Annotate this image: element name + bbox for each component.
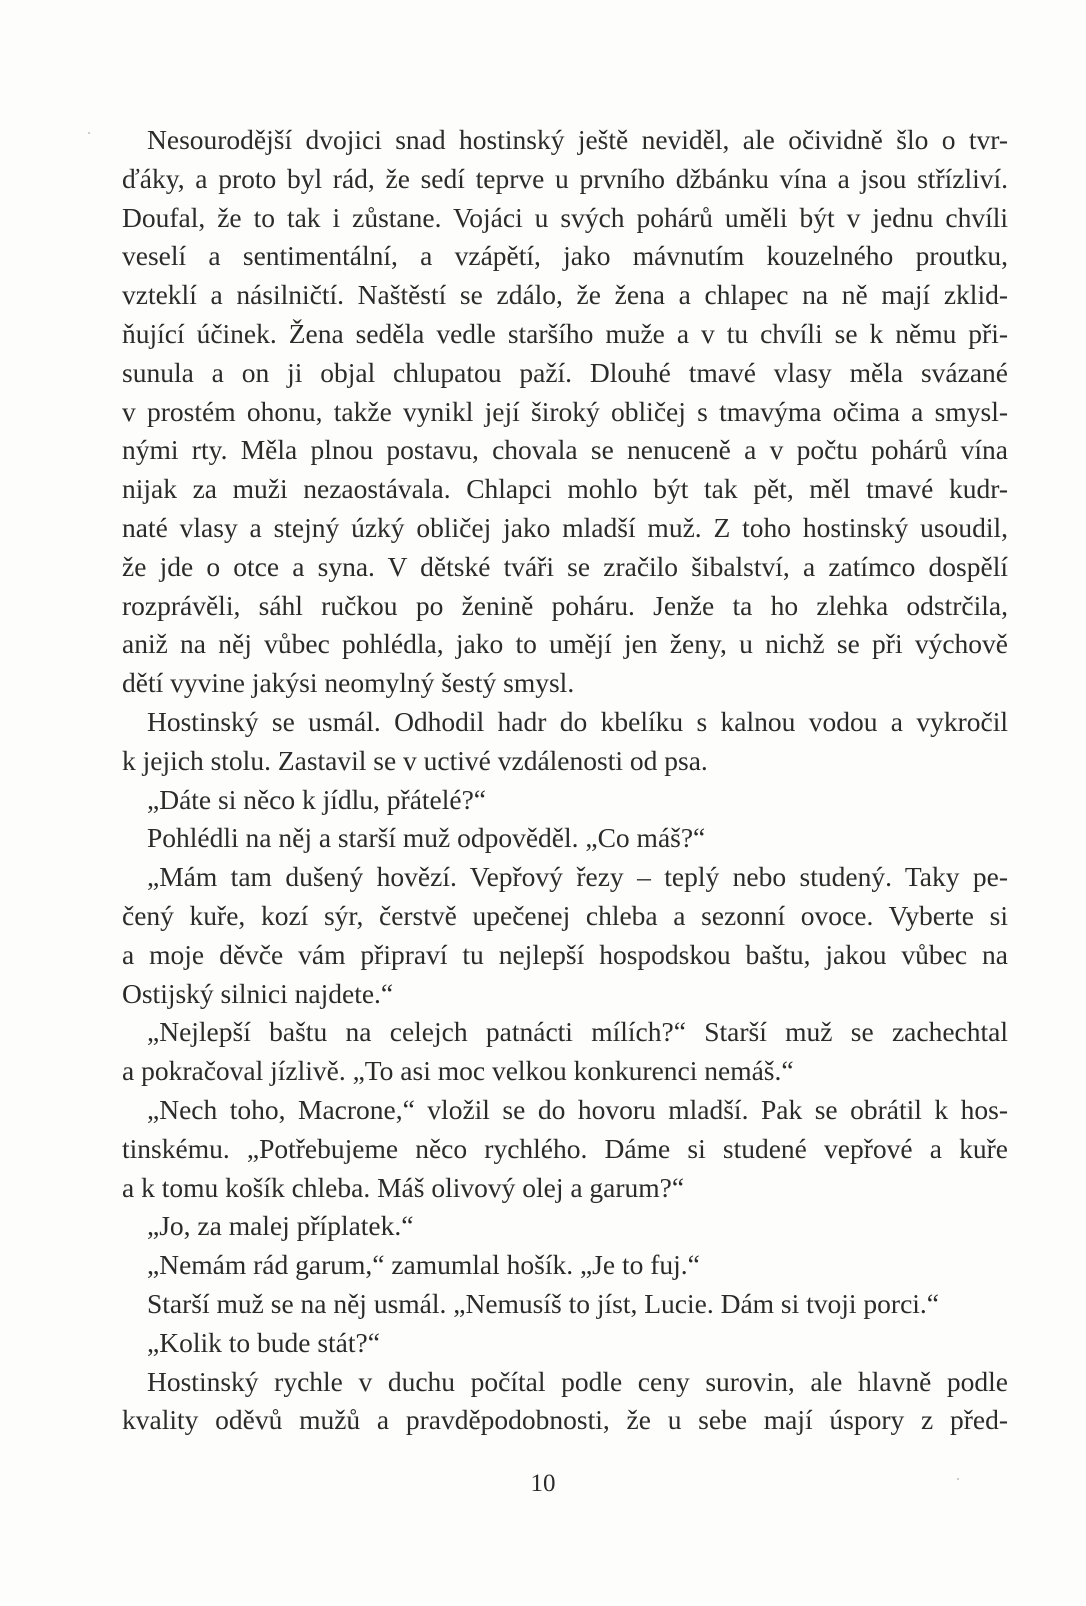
text-line: Hostinský rychle v duchu počítal podle ceny surovin, ale hlavně podle xyxy=(147,1365,1008,1397)
text-line: a pokračoval jízlivě. „To asi moc velkou konkurenci nemáš.“ xyxy=(122,1055,794,1087)
text-line: vzteklí a násilničtí. Naštěstí se zdálo, že žena a chlapec na ně mají zklid- xyxy=(122,279,1008,311)
text-line: tinskému. „Potřebujeme něco rychlého. Dáme si studené vepřové a kuře xyxy=(122,1132,1008,1164)
text-line: Starší muž se na něj usmál. „Nemusíš to jíst, Lucie. Dám si tvoji porci.“ xyxy=(147,1287,940,1319)
text-line: Doufal, že to tak i zůstane. Vojáci u svých pohárů uměli být v jednu chvíli xyxy=(122,201,1008,233)
text-line: „Nejlepší baštu na celejch patnácti mílích?“ Starší muž se zachechtal xyxy=(147,1016,1008,1048)
text-line: nijak za muži nezaostávala. Chlapci mohlo být tak pět, měl tmavé kudr- xyxy=(122,473,1008,505)
text-line: sunula a on ji objal chlupatou paží. Dlouhé tmavé vlasy měla svázané xyxy=(122,356,1008,388)
page-number: 10 xyxy=(530,1470,556,1497)
body-text xyxy=(122,121,1008,1440)
text-line: veselí a sentimentální, a vzápětí, jako mávnutím kouzelného proutku, xyxy=(122,240,1008,272)
text-line: Nesourodější dvojici snad hostinský ještě neviděl, ale očividně šlo o tvr- xyxy=(147,124,1008,155)
text-line: „Dáte si něco k jídlu, přátelé?“ xyxy=(147,783,487,815)
text-line: dětí vyvine jakýsi neomylný šestý smysl. xyxy=(122,667,575,699)
text-line: a k tomu košík chleba. Máš olivový olej a garum?“ xyxy=(122,1171,685,1203)
paper-speck xyxy=(957,1478,959,1480)
text-line: „Kolik to bude stát?“ xyxy=(147,1326,380,1358)
text-line: rozprávěli, sáhl ručkou po ženině poháru. Jenže ta ho zlehka odstrčila, xyxy=(122,589,1008,621)
text-line: a moje děvče vám připraví tu nejlepší hospodskou baštu, jakou vůbec na xyxy=(122,938,1008,970)
text-line: naté vlasy a stejný úzký obličej jako mladší muž. Z toho hostinský usoudil, xyxy=(122,511,1008,543)
text-line: ďáky, a proto byl rád, že sedí teprve u prvního džbánku vína a jsou střízliví. xyxy=(122,162,1008,194)
text-line: že jde o otce a syna. V dětské tváři se zračilo šibalství, a zatímco dospělí xyxy=(122,550,1008,582)
text-line: Hostinský se usmál. Odhodil hadr do kbelíku s kalnou vodou a vykročil xyxy=(147,705,1008,737)
text-line: čený kuře, kozí sýr, čerstvě upečenej chleba a sezonní ovoce. Vyberte si xyxy=(122,899,1008,931)
text-line: ňující účinek. Žena seděla vedle staršího muže a v tu chvíli se k němu při- xyxy=(122,317,1008,349)
text-line: Ostijský silnici najdete.“ xyxy=(122,977,394,1009)
text-line: k jejich stolu. Zastavil se v uctivé vzdálenosti od psa. xyxy=(122,744,708,776)
text-line: „Mám tam dušený hovězí. Vepřový řezy – teplý nebo studený. Taky pe- xyxy=(147,861,1008,893)
paper-speck xyxy=(88,132,90,134)
text-line: „Nemám rád garum,“ zamumlal hošík. „Je to fuj.“ xyxy=(147,1249,700,1281)
text-line: „Jo, za malej příplatek.“ xyxy=(147,1210,414,1242)
text-line: nými rty. Měla plnou postavu, chovala se nenuceně a v počtu pohárů vína xyxy=(122,434,1008,466)
text-line: v prostém ohonu, takže vynikl její široký obličej s tmavýma očima a smysl- xyxy=(122,395,1008,427)
text-line: Pohlédli na něj a starší muž odpověděl. „Co máš?“ xyxy=(147,822,706,854)
text-line: kvality oděvů mužů a pravděpodobnosti, že u sebe mají úspory z před- xyxy=(122,1404,1008,1436)
text-line: „Nech toho, Macrone,“ vložil se do hovoru mladší. Pak se obrátil k hos- xyxy=(147,1093,1008,1125)
text-line: aniž na něj vůbec pohlédla, jako to umějí jen ženy, u nichž se při výchově xyxy=(122,628,1008,660)
